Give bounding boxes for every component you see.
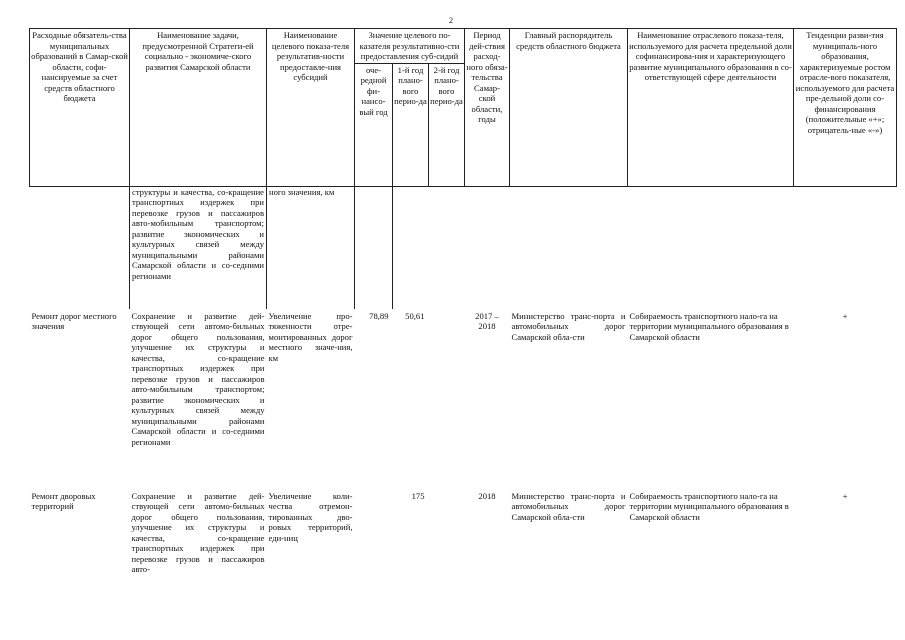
cell-value-plan-1 [393, 186, 429, 309]
cell-value-current [355, 186, 393, 309]
cell-period: 2018 [478, 490, 496, 501]
header-plan-year-2: 2-й год плано-вого перио-да [429, 63, 465, 186]
cell-obligation: Ремонт дорог местного значения [31, 310, 117, 331]
cell-obligation: Ремонт дворовых территорий [31, 490, 96, 511]
cell-value-plan-2 [429, 186, 465, 309]
header-trend: Тенденции разви-тия муниципаль-ного образования, характеризуемые ростом отрасле-вого показателя, используемого для расчета пре-дельной доли со-финансирования (положительные «+»; отрицатель-ные «-») [794, 29, 897, 187]
header-current-year: оче-редной фи-нансо-вый год [355, 63, 393, 186]
subsidy-table [29, 28, 897, 581]
header-obligation: Расходные обязатель-ства муниципальных образований в Самар-ской области, софи-нансируемые за счет средств областного бюджета [30, 29, 130, 187]
cell-sector-indicator: Собираемость транспортного нало-га на территории муниципального образования в Самарской области [629, 490, 789, 522]
cell-value-plan-1: 50,61 [405, 310, 425, 321]
cell-indicator: Увеличение про-тяженности отре-монтированных дорог местного значе-ния, км [268, 310, 353, 363]
cell-value-plan-1: 175 [411, 490, 425, 501]
cell-indicator: Увеличение коли-чества отремон-тированных дво-ровых территорий, еди-ниц [268, 490, 353, 543]
table-row [30, 489, 897, 581]
header-indicator: Наименование целевого показа-теля результатив-ности предоставле-ния субсидий [267, 29, 355, 187]
cell-value-current: 78,89 [369, 310, 389, 321]
cell-value-current [355, 489, 393, 581]
cell-trend [794, 186, 897, 309]
page-number: 2 [449, 16, 453, 25]
header-target-values: Значение целевого по-казателя результативно-сти предоставления суб-сидий [355, 29, 465, 64]
cell-task: Сохранение и развитие дей-ствующей сети автомо-бильных дорог общего пользования, улучшение их структуры и качества, со-кращение транспортных издержек при перевозке грузов и пассажиров авто- [131, 490, 265, 574]
cell-task: Сохранение и развитие дей-ствующей сети автомо-бильных дорог общего пользования, улучшение их структуры и качества, со-кращение транспортных издержек при перевозке грузов и пассажиров авто-мобильным транспортом; развитие экономических и культурных связей между муниципальными районами Самарской области и со-седними регионами [131, 310, 265, 447]
cell-trend: + [842, 490, 848, 501]
cell-manager: Министерство транс-порта и автомобильных дорог Самарской обла-сти [511, 310, 626, 342]
cell-manager [510, 186, 628, 309]
header-sector-indicator: Наименование отраслевого показа-теля, используемого для расчета предельной доли софинансирова-ния и характеризующего развитие муниципального образования в со-ответствующей сфере деятельности [628, 29, 794, 187]
cell-sector-indicator: Собираемость транспортного нало-га на территории муниципального образования в Самарской области [629, 310, 789, 342]
header-manager: Главный распорядитель средств областного бюджета [510, 29, 628, 187]
cell-task: структуры и качества, со-кращение транспортных издержек при перевозке грузов и пассажиров авто-мобильным транспортом; развитие экономических и культурных связей между муниципальными районами Самарской области и со-седними регионами [130, 186, 267, 309]
cell-trend: + [842, 310, 848, 321]
header-task: Наименование задачи, предусмотренной Стратеги-ей социально - экономиче-ского развития Самарской области [130, 29, 267, 187]
cell-sector-indicator [628, 186, 794, 309]
cell-indicator: ного значения, км [269, 186, 335, 197]
table-row [30, 309, 897, 489]
cell-value-plan-2 [429, 489, 465, 581]
table-header [30, 29, 897, 187]
cell-obligation [30, 186, 130, 309]
cell-manager: Министерство транс-порта и автомобильных дорог Самарской обла-сти [511, 490, 626, 522]
cell-period [465, 186, 510, 309]
cell-value-plan-2 [429, 309, 465, 489]
cell-period: 2017 – 2018 [475, 310, 499, 331]
table-row [30, 186, 897, 309]
header-period: Период дей-ствия расход-ного обяза-тельства Самар-ской области, годы [465, 29, 510, 187]
header-plan-year-1: 1-й год плано-вого перио-да [393, 63, 429, 186]
